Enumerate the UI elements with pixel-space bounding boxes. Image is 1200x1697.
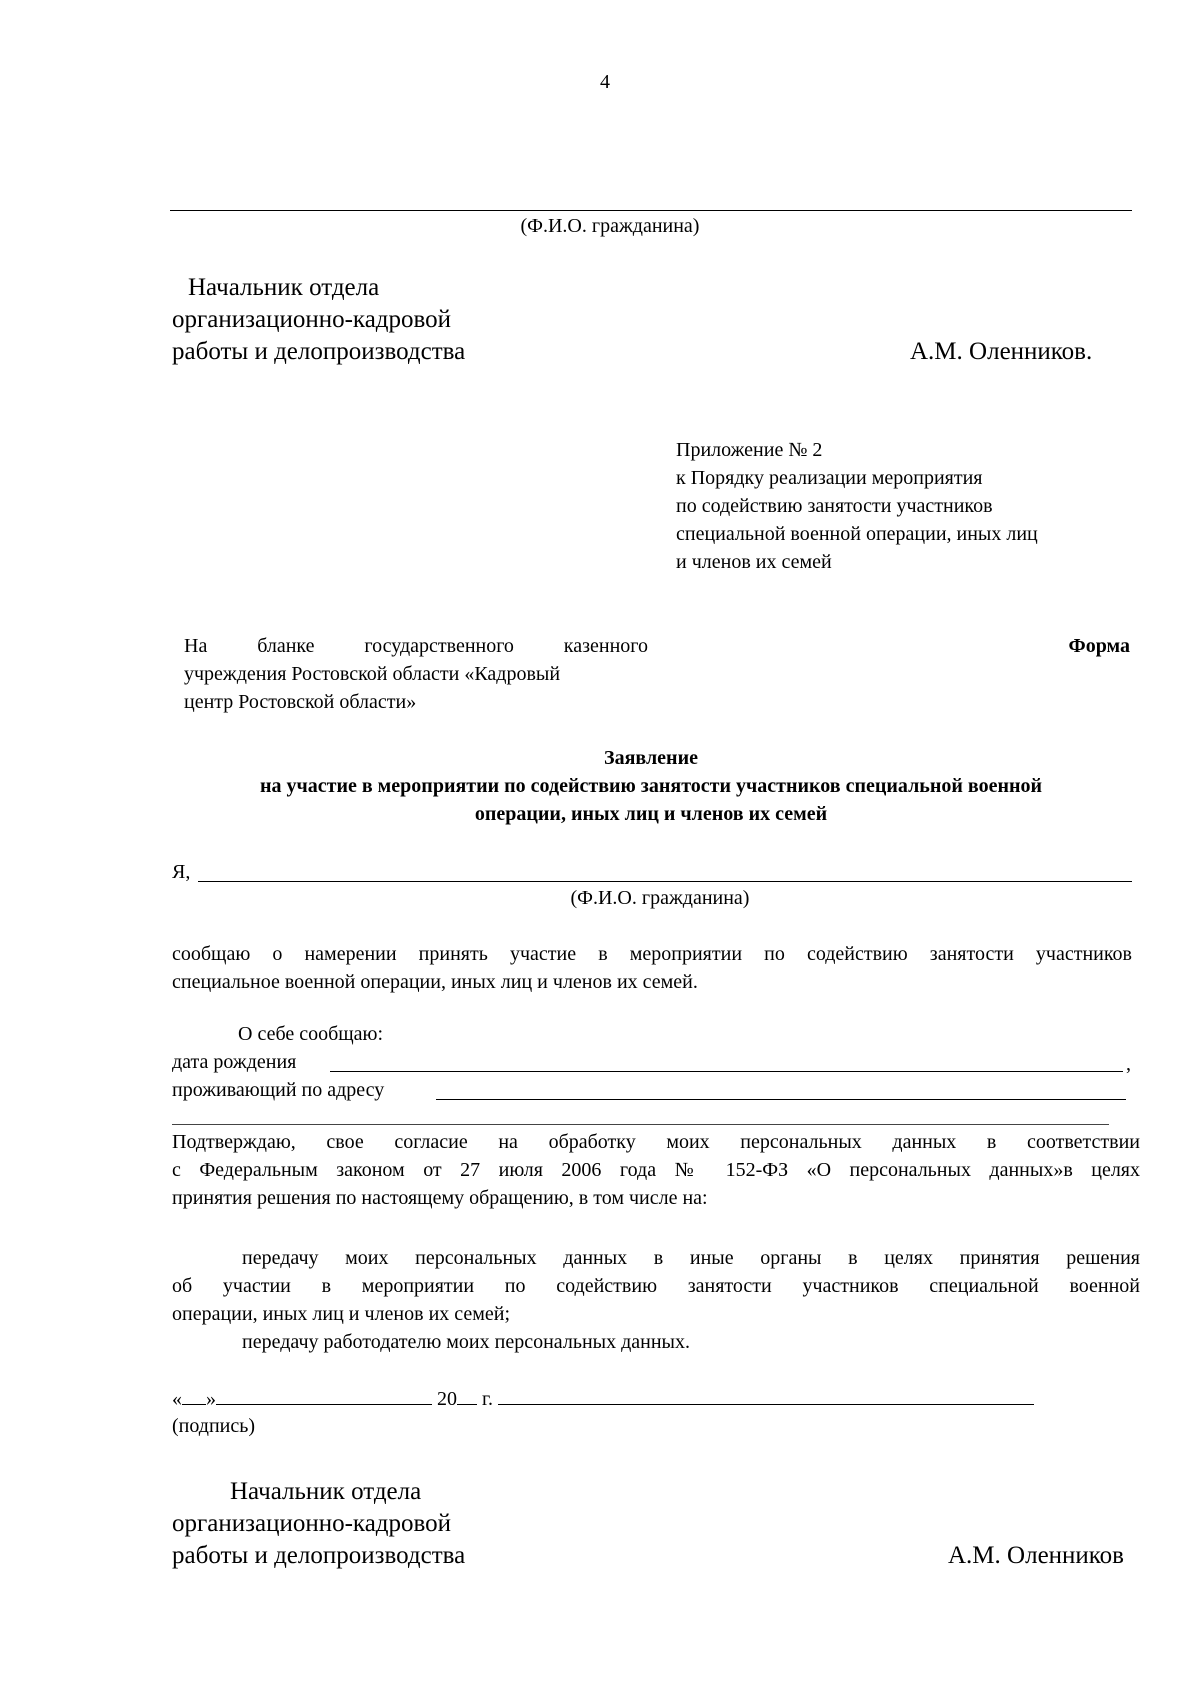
intent-text — [172, 940, 1132, 996]
statement-subtitle-line1: на участие в мероприятии по содействию занятости участников специальной военной — [259, 775, 1043, 797]
intent-text-line2: специальное военной операции, иных лиц и членов их семей. — [172, 971, 698, 993]
address-field-continued[interactable] — [172, 1124, 1109, 1125]
consent-line3: принятия решения по настоящему обращению, в том числе на: — [172, 1187, 708, 1209]
intent-text-line1: сообщаю о намерении принять участие в мероприятии по содействию занятости участников — [172, 943, 1132, 965]
date-open-quote: « — [172, 1388, 182, 1410]
form-label: Форма — [1068, 635, 1130, 657]
signoff-bottom-title-line3: работы и делопроизводства — [172, 1542, 466, 1569]
signoff-top-title-line1: Начальник отдела — [188, 274, 380, 301]
birth-label: дата рождения — [172, 1051, 297, 1073]
signoff-top-title — [172, 272, 572, 368]
statement-title: Заявление — [604, 747, 698, 769]
date-close-quote: » — [206, 1388, 216, 1410]
consent-line2: с Федеральным законом от 27 июля 2006 года № 152-ФЗ «О персональных данных»в целях — [172, 1159, 1140, 1181]
day-field[interactable] — [182, 1384, 206, 1405]
blank-note-word: На — [184, 635, 208, 657]
signoff-top-title-line2: организационно-кадровой — [172, 306, 452, 333]
top-fio-line — [170, 210, 1132, 211]
consent-line1: Подтверждаю, свое согласие на обработку моих персональных данных в соответствии — [172, 1131, 1140, 1153]
appendix-line3: по содействию занятости участников — [676, 495, 993, 517]
date-sign-row — [172, 1384, 1132, 1413]
applicant-fio-line[interactable] — [198, 881, 1132, 882]
signature-caption: (подпись) — [172, 1415, 256, 1437]
signoff-bottom-name: А.М. Оленников — [948, 1542, 1124, 1569]
appendix-block — [676, 436, 1136, 576]
birth-date-field[interactable] — [330, 1071, 1123, 1072]
signature-field[interactable] — [498, 1384, 1034, 1405]
page-number: 4 — [600, 71, 610, 93]
month-field[interactable] — [216, 1384, 432, 1405]
signoff-top-title-line3: работы и делопроизводства — [172, 338, 466, 365]
signoff-bottom-title — [172, 1476, 572, 1572]
transfer-item2: передачу работодателю моих персональных данных. — [242, 1331, 690, 1353]
blank-note — [184, 632, 648, 716]
transfer-item1-line2: об участии в мероприятии по содействию занятости участников специальной военной — [172, 1275, 1140, 1297]
blank-note-word: бланке — [257, 635, 315, 657]
statement-subtitle-line2: операции, иных лиц и членов их семей — [474, 803, 828, 825]
appendix-line1: Приложение № 2 — [676, 439, 823, 461]
appendix-line4: специальной военной операции, иных лиц — [676, 523, 1038, 545]
year-suffix: г. — [482, 1388, 493, 1410]
top-fio-caption: (Ф.И.О. гражданина) — [520, 215, 700, 237]
consent-text — [172, 1128, 1140, 1212]
birth-suffix: , — [1126, 1053, 1131, 1075]
signoff-bottom-title-line2: организационно-кадровой — [172, 1510, 452, 1537]
blank-note-line1 — [184, 632, 648, 660]
about-heading: О себе сообщаю: — [238, 1023, 384, 1045]
signoff-top-name: А.М. Оленников. — [910, 338, 1093, 365]
signoff-bottom-title-line1: Начальник отдела — [230, 1478, 422, 1505]
transfer-item1-line3: операции, иных лиц и членов их семей; — [172, 1303, 511, 1325]
blank-note-line3: центр Ростовской области» — [184, 691, 417, 713]
blank-note-line2: учреждения Ростовской области «Кадровый — [184, 663, 561, 685]
blank-note-word: государственного — [364, 635, 514, 657]
transfer-item1-line1: передачу моих персональных данных в иные органы в целях принятия решения — [242, 1247, 1140, 1269]
transfer-list — [172, 1244, 1140, 1356]
appendix-line2: к Порядку реализации мероприятия — [676, 467, 983, 489]
applicant-fio-caption: (Ф.И.О. гражданина) — [570, 887, 750, 909]
address-label: проживающий по адресу — [172, 1079, 385, 1101]
blank-note-word: казенного — [563, 635, 648, 657]
year-field[interactable] — [457, 1384, 477, 1405]
year-prefix: 20 — [437, 1388, 457, 1410]
address-field[interactable] — [436, 1099, 1126, 1100]
appendix-line5: и членов их семей — [676, 551, 832, 573]
applicant-prefix: Я, — [172, 861, 191, 883]
